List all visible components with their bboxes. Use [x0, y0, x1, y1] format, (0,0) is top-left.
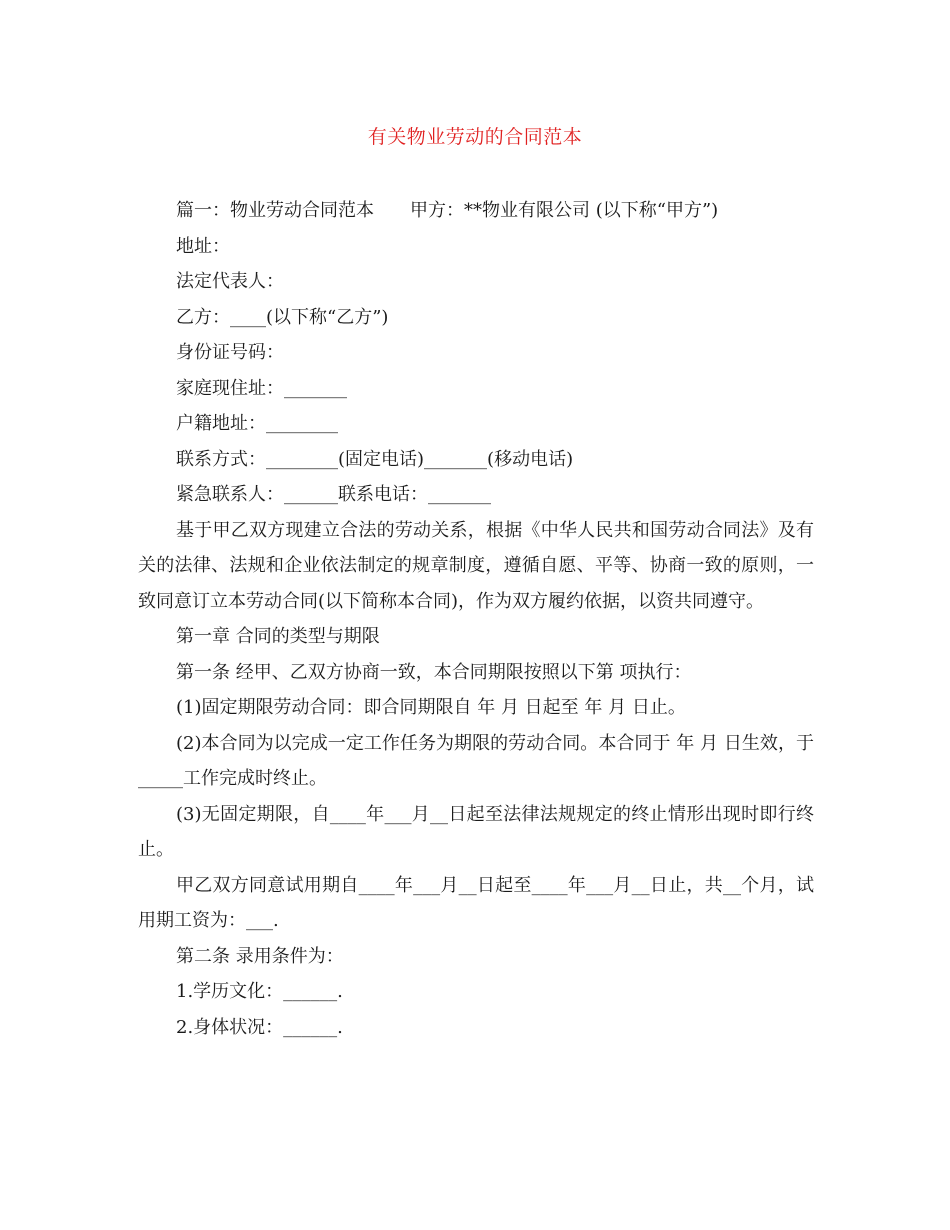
paragraph-preamble: 基于甲乙双方现建立合法的劳动关系，根据《中华人民共和国劳动合同法》及有关的法律、法规和企业依法制定的规章制度，遵循自愿、平等、协商一致的原则，一致同意订立本劳动合同(以下简称本合同)，作为双方履约依据，以资共同遵守。	[138, 519, 814, 612]
paragraph-article-2: 第二条 录用条件为：	[176, 945, 344, 967]
paragraph-chapter-1-heading: 第一章 合同的类型与期限	[176, 626, 380, 647]
paragraph-section-party-a: 篇一：物业劳动合同范本 甲方：**物业有限公司 (以下称“甲方”)	[176, 200, 719, 221]
paragraph-article-1-item-1: (1)固定期限劳动合同：即合同期限自 年 月 日起至 年 月 日止。	[176, 697, 686, 718]
paragraph-article-1-item-3: (3)无固定期限，自____年___月__日起至法律法规规定的终止情形出现时即行终止。	[138, 803, 814, 860]
paragraph-address: 地址：	[176, 235, 230, 257]
document-body	[138, 193, 814, 1045]
paragraph-education: 1.学历文化：______.	[176, 981, 343, 1002]
paragraph-emergency-contact: 紧急联系人：______联系电话：_______	[176, 484, 491, 505]
paragraph-probation: 甲乙双方同意试用期自____年___月__日起至____年___月__日止，共__个月，试用期工资为：___.	[138, 874, 814, 931]
paragraph-party-b: 乙方：____(以下称“乙方”)	[176, 306, 389, 328]
paragraph-article-1: 第一条 经甲、乙双方协商一致，本合同期限按照以下第 项执行：	[176, 661, 692, 683]
paragraph-contact: 联系方式：________(固定电话)_______(移动电话)	[176, 448, 574, 470]
paragraph-legal-representative: 法定代表人：	[176, 271, 284, 292]
document-title: 有关物业劳动的合同范本	[367, 126, 583, 148]
paragraph-household-address: 户籍地址：________	[176, 413, 338, 434]
paragraph-article-1-item-2: (2)本合同为以完成一定工作任务为期限的劳动合同。本合同于 年 月 日生效，于_____工作完成时终止。	[138, 732, 814, 789]
paragraph-id-number: 身份证号码：	[176, 342, 284, 363]
paragraph-health: 2.身体状况：______.	[176, 1016, 343, 1038]
paragraph-home-address: 家庭现住址：_______	[176, 377, 347, 399]
